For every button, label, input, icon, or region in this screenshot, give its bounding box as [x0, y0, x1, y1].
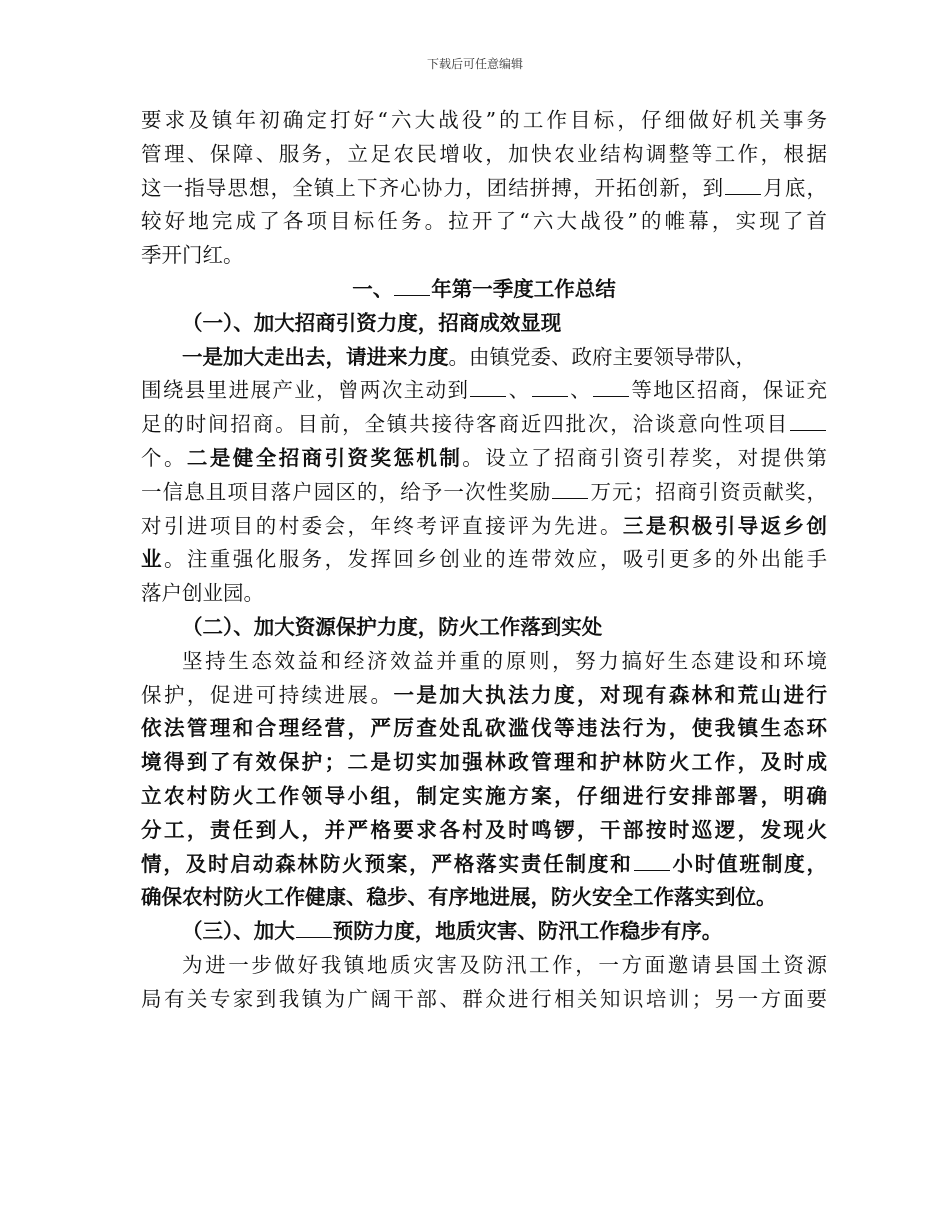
sub1-line-2: 围绕县里进展产业，曾两次主动到 、 、 等地区招商，保证充: [141, 378, 828, 403]
sub2-line-3: 依法管理和合理经营，严厉查处乱砍滥伐等违法行为，使我镇生态环: [141, 716, 827, 741]
sub2-line-4: 境得到了有效保护；二是切实加强林政管理和护林防火工作，及时成: [141, 750, 827, 775]
sub1-line-5: 一信息且项目落户园区的，给予一次性奖励 万元；招商引资贡献奖，: [141, 479, 828, 504]
sub3-line-1: 为进一步做好我镇地质灾害及防汛工作，一方面邀请县国土资源: [182, 952, 827, 977]
sub2-line-8: 确保农村防火工作健康、稳步、有序地进展，防火安全工作落实到位。: [141, 885, 777, 910]
sub1-line-7: 业。注重强化服务，发挥回乡创业的连带效应，吸引更多的外出能手: [141, 547, 828, 572]
blank-underline: [593, 376, 629, 397]
sub1-line-1: 一是加大走出去，请进来力度。由镇党委、政府主要领导带队，: [182, 344, 756, 369]
sub1-line-3: 足的时间招商。目前，全镇共接待客商近四批次，洽谈意向性项目: [141, 408, 827, 442]
sub1-line-8: 落户创业园。: [141, 581, 264, 606]
blank-underline: [634, 850, 670, 871]
sub3-line-2: 局有关专家到我镇为广阔干部、群众进行相关知识培训；另一方面要: [141, 986, 827, 1011]
blank-underline: [552, 478, 588, 499]
sub2-line-6: 分工，责任到人，并严格要求各村及时鸣锣，干部按时巡逻，发现火: [141, 817, 827, 842]
section-title: 一、 年第一季度工作总结: [352, 276, 616, 301]
blank-underline: [470, 376, 506, 397]
sub2-line-1: 坚持生态效益和经济效益并重的原则，努力搞好生态建设和环境: [182, 648, 827, 673]
blank-underline: [394, 275, 430, 296]
subheading-1: （一）、加大招商引资力度，招商成效显现: [182, 310, 562, 335]
sub2-line-5: 立农村防火工作领导小组，制定实施方案，仔细进行安排部署，明确: [141, 783, 827, 808]
intro-line-3: 这一指导思想，全镇上下齐心协力，团结拼搏，开拓创新，到 月底，: [141, 175, 828, 200]
download-note: 下载后可任意编辑: [426, 57, 523, 71]
sub1-line-6: 对引进项目的村委会，年终考评直接评为先进。三是积极引导返乡创: [141, 513, 828, 538]
intro-line-1: 要求及镇年初确定打好“六大战役”的工作目标，仔细做好机关事务: [141, 108, 827, 132]
sub2-line-2: 保护，促进可持续进展。一是加大执法力度，对现有森林和荒山进行: [141, 682, 828, 707]
blank-underline: [725, 174, 761, 195]
sub1-line-4: 个。二是健全招商引资奖惩机制。设立了招商引资引荐奖，对提供第: [141, 445, 828, 470]
blank-underline: [296, 917, 332, 938]
sub2-line-7: 情，及时启动森林防火预案，严格落实责任制度和 小时值班制度，: [141, 851, 828, 876]
subheading-3: （三）、加大 预防力度，地质灾害、防汛工作稳步有序。: [182, 919, 723, 944]
intro-line-2: 管理、保障、服务，立足农民增收，加快农业结构调整等工作，根据: [141, 141, 827, 166]
subheading-2: （二）、加大资源保护力度，防火工作落到实处: [182, 614, 603, 639]
document-body: [141, 104, 827, 1017]
intro-line-5: 季开门红。: [141, 243, 244, 268]
intro-line-4: 较好地完成了各项目标任务。拉开了“六大战役”的帷幕，实现了首: [141, 209, 827, 234]
blank-underline: [532, 376, 568, 397]
blank-underline: [790, 410, 826, 431]
